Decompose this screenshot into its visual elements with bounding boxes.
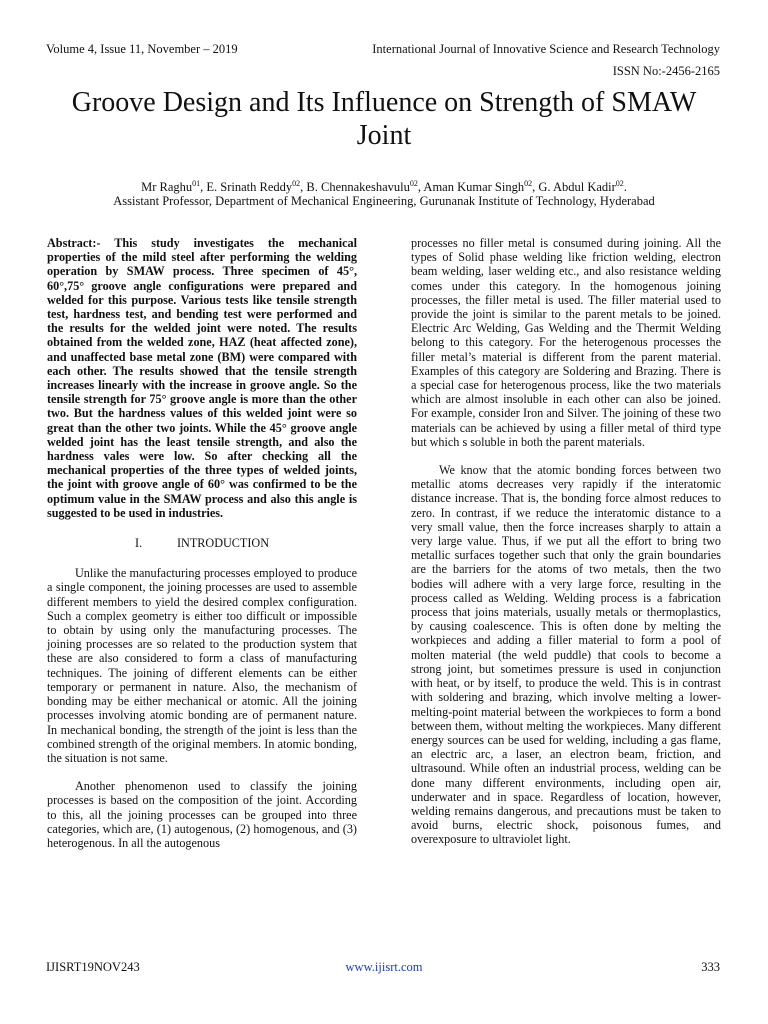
left-column: [47, 236, 357, 850]
author-name: , B. Chennakeshavulu: [300, 180, 410, 194]
paragraph: Unlike the manufacturing processes employed to produce a single component, the joining processes are used to assemble different members to yield the desired complex configuration. Such a complex geometry is either too difficult or impossible to obtain by using only the manufacturing processes. The joining processes are so related to the production system that these are also considered to form a class of manufacturing techniques. The joining of different elements can be either temporary or permanent in nature. Also, the mechanism of bonding may be either mechanical or atomic. All the joining processes involving atomic bonding are of permanent nature. In mechanical bonding, the strength of the joint is less than the combined strength of the original members. In atomic bonding, the situation is not same.: [47, 566, 357, 765]
author-affiliation-mark: 01: [192, 178, 201, 188]
section-heading: [47, 536, 357, 550]
journal-url-link[interactable]: www.ijisrt.com: [345, 960, 423, 974]
affiliation: Assistant Professor, Department of Mechanical Engineering, Gurunanak Institute of Technology, Hyderabad: [113, 194, 655, 208]
author-name: , Aman Kumar Singh: [417, 180, 525, 194]
author-list: [40, 180, 728, 195]
author-name: , E. Srinath Reddy: [200, 180, 293, 194]
author-list-end: .: [623, 180, 627, 194]
right-column: [411, 236, 721, 847]
paragraph: Another phenomenon used to classify the joining processes is based on the composition of the joint. According to this, all the joining processes can be grouped into three categories, which are, (1) autogenous, (2) homogenous, and (3) heterogenous. In all the autogenous: [47, 779, 357, 850]
volume-info: Volume 4, Issue 11, November – 2019: [46, 42, 238, 56]
author-affiliation-mark: 02: [292, 178, 301, 188]
abstract: Abstract:- This study investigates the mechanical properties of the mild steel after performing the welding operation by SMAW process. Three specimen of 45°, 60°,75° groove angle configurations were prepared and welded for this purpose. Various tests like tensile strength test, hardness test, and bending test were performed and the results for the welded joint were noted. The results obtained from the welded zone, HAZ (heat affected zone), and unaffected base metal zone (BM) were compared with each other. The results showed that the tensile strength increases linearly with the increase in groove angle. So the tensile strength for 75° groove angle is more than the other two. But the hardness values of this welded joint were so great than the other two joints. While the 45° groove angle welded joint has the least tensile strength, and also the hardness vales were low. So after checking all the mechanical properties of the three types of welded joints, the joint with groove angle of 60° was confirmed to be the optimum value in the SMAW process and also this angle is suggested to be used in industries.: [47, 236, 357, 520]
journal-name: International Journal of Innovative Science and Research Technology: [372, 42, 720, 56]
page-number: 333: [701, 960, 720, 974]
author-name: Mr Raghu: [141, 180, 193, 194]
paper-title: Groove Design and Its Influence on Strength of SMAW Joint: [71, 87, 697, 151]
issn: ISSN No:-2456-2165: [612, 64, 720, 78]
section-number: I.: [134, 536, 143, 551]
paragraph: We know that the atomic bonding forces between two metallic atoms decreases very rapidly if the interatomic distance increase. That is, the bonding force almost reduces to zero. In contrast, if we reduce the interatomic distance to a very small value, then the force increases sharply to attain a very large value. Thus, if we put all the effort to bring two metallic surfaces together such that only the grain boundaries are the barriers for the atoms of two metals, then the two bodies will adhere with a very large force, resulting in the process called as Welding. Welding process is a fabrication process that joins materials, usually metals or thermoplastics, by causing coalescence. This is often done by melting the workpieces and adding a filler material to form a pool of molten material (the weld puddle) that cools to become a strong joint, but sometimes pressure is used in conjunction with heat, or by itself, to produce the weld. This is in contrast with soldering and brazing, which involve melting a lower-melting-point material between the workpieces to form a bond between them, without melting the workpieces. Many different energy sources can be used for welding, including a gas flame, an electric arc, a laser, an electron beam, friction, and ultrasound. While often an industrial process, welding can be done many different environments, including open air, underwater and in space. Regardless of location, however, welding remains dangerous, and precautions must be taken to avoid burns, electric shock, poisonous fumes, and overexposure to ultraviolet light.: [411, 463, 721, 847]
author-affiliation-mark: 02: [615, 178, 624, 188]
author-name: , G. Abdul Kadir: [532, 180, 616, 194]
author-affiliation-mark: 02: [409, 178, 418, 188]
paragraph: processes no filler metal is consumed during joining. All the types of Solid phase welding like friction welding, electron beam welding, laser welding etc., and also resistance welding comes under this category. In the homogenous joining processes, the filler metal is used. The filler material used to provide the joint is similar to the parent metals to be joined. Electric Arc Welding, Gas Welding and the Thermit Welding belong to this category. For the heterogenous processes the filler metal’s material is different from the parent material. Examples of this category are Soldering and Brazing. There is a special case for heterogenous process, like the two materials which are almost insoluble in each other can also be joined. For example, consider Iron and Silver. The joining of these two materials can be achieved by using a filler metal of third type but which s soluble in both the parent materials.: [411, 236, 721, 449]
section-title: INTRODUCTION: [176, 536, 270, 551]
author-affiliation-mark: 02: [524, 178, 533, 188]
paper-code: IJISRT19NOV243: [46, 960, 140, 974]
